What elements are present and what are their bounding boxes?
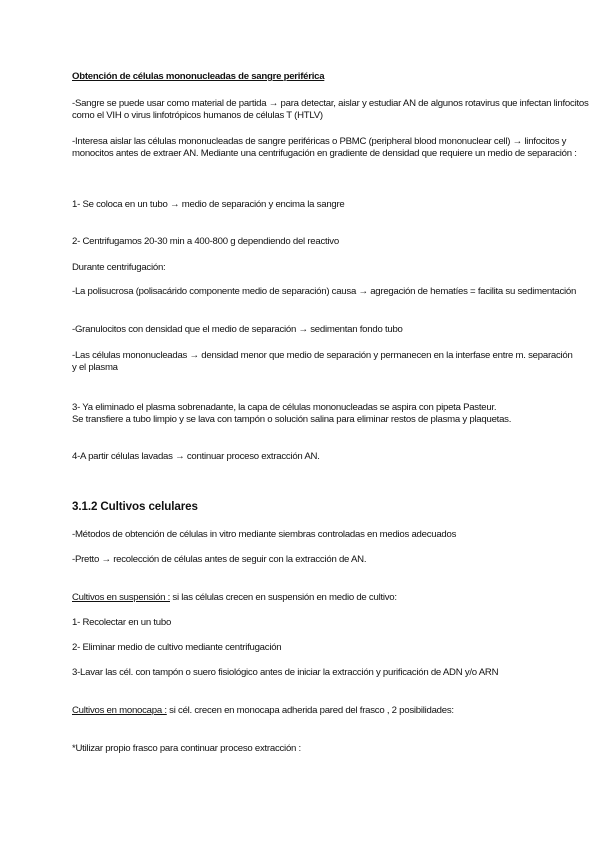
suspension-step-3: 3-Lavar las cél. con tampón o suero fisiológico antes de iniciar la extracción y purificación de ADN y/o ARN <box>72 667 499 678</box>
bullet-granulocitos: -Granulocitos con densidad que el medio de separación → sedimentan fondo tubo <box>72 324 403 335</box>
suspension-label: Cultivos en suspensión : <box>72 592 170 603</box>
section-title-pbmc: Obtención de células mononucleadas de sangre periférica <box>72 71 325 82</box>
suspension-step-2: 2- Eliminar medio de cultivo mediante centrifugación <box>72 642 282 653</box>
monocapa-label: Cultivos en monocapa : <box>72 705 167 716</box>
monocapa-option-1: *Utilizar propio frasco para continuar proceso extracción : <box>72 743 301 754</box>
bullet-mononucleadas: -Las células mononucleadas → densidad menor que medio de separación y permanecen en la interfase entre m. separación y el plasma <box>72 350 573 374</box>
paragraph-pretto: -Pretto → recolección de células antes de seguir con la extracción de AN. <box>72 554 367 565</box>
bullet-polisucrosa: -La polisucrosa (polisacárido componente medio de separación) causa → agregación de hematíes = facilita su sedimentación <box>72 286 577 297</box>
step-3-line-2: Se transfiere a tubo limpio y se lava con tampón o solución salina para eliminar restos de plasma y plaquetas. <box>72 414 512 425</box>
paragraph-suspension <box>72 592 600 604</box>
step-1: 1- Se coloca en un tubo → medio de separación y encima la sangre <box>72 199 345 210</box>
paragraph-metodos: -Métodos de obtención de células in vitro mediante siembras controladas en medios adecuados <box>72 529 457 540</box>
monocapa-text: si cél. crecen en monocapa adherida pared del frasco , 2 posibilidades: <box>166 705 454 716</box>
step-3-line-1: 3- Ya eliminado el plasma sobrenadante, la capa de células mononucleadas se aspira con pipeta Pasteur. <box>72 402 497 413</box>
step-4: 4-A partir células lavadas → continuar proceso extracción AN. <box>72 451 320 462</box>
step-2: 2- Centrifugamos 20-30 min a 400-800 g dependiendo del reactivo <box>72 236 339 247</box>
suspension-text: si las células crecen en suspensión en medio de cultivo: <box>170 592 397 603</box>
suspension-step-1: 1- Recolectar en un tubo <box>72 617 172 628</box>
paragraph-monocapa <box>72 705 600 717</box>
section-heading-cultivos: 3.1.2 Cultivos celulares <box>72 500 198 513</box>
during-centrifugation-label: Durante centrifugación: <box>72 262 166 273</box>
paragraph-blood-source: -Sangre se puede usar como material de partida → para detectar, aislar y estudiar AN de algunos rotavirus que infectan linfocitos como el VIH o virus linfotrópicos humanos de células T (HTLV) <box>72 98 589 122</box>
paragraph-pbmc-isolation: -Interesa aislar las células mononucleadas de sangre periféricas o PBMC (peripheral blood mononuclear cell) → linfocitos y monocitos antes de extraer AN. Mediante una centrifugación en gradiente de densidad que requiere un medio de separación : <box>72 136 577 160</box>
